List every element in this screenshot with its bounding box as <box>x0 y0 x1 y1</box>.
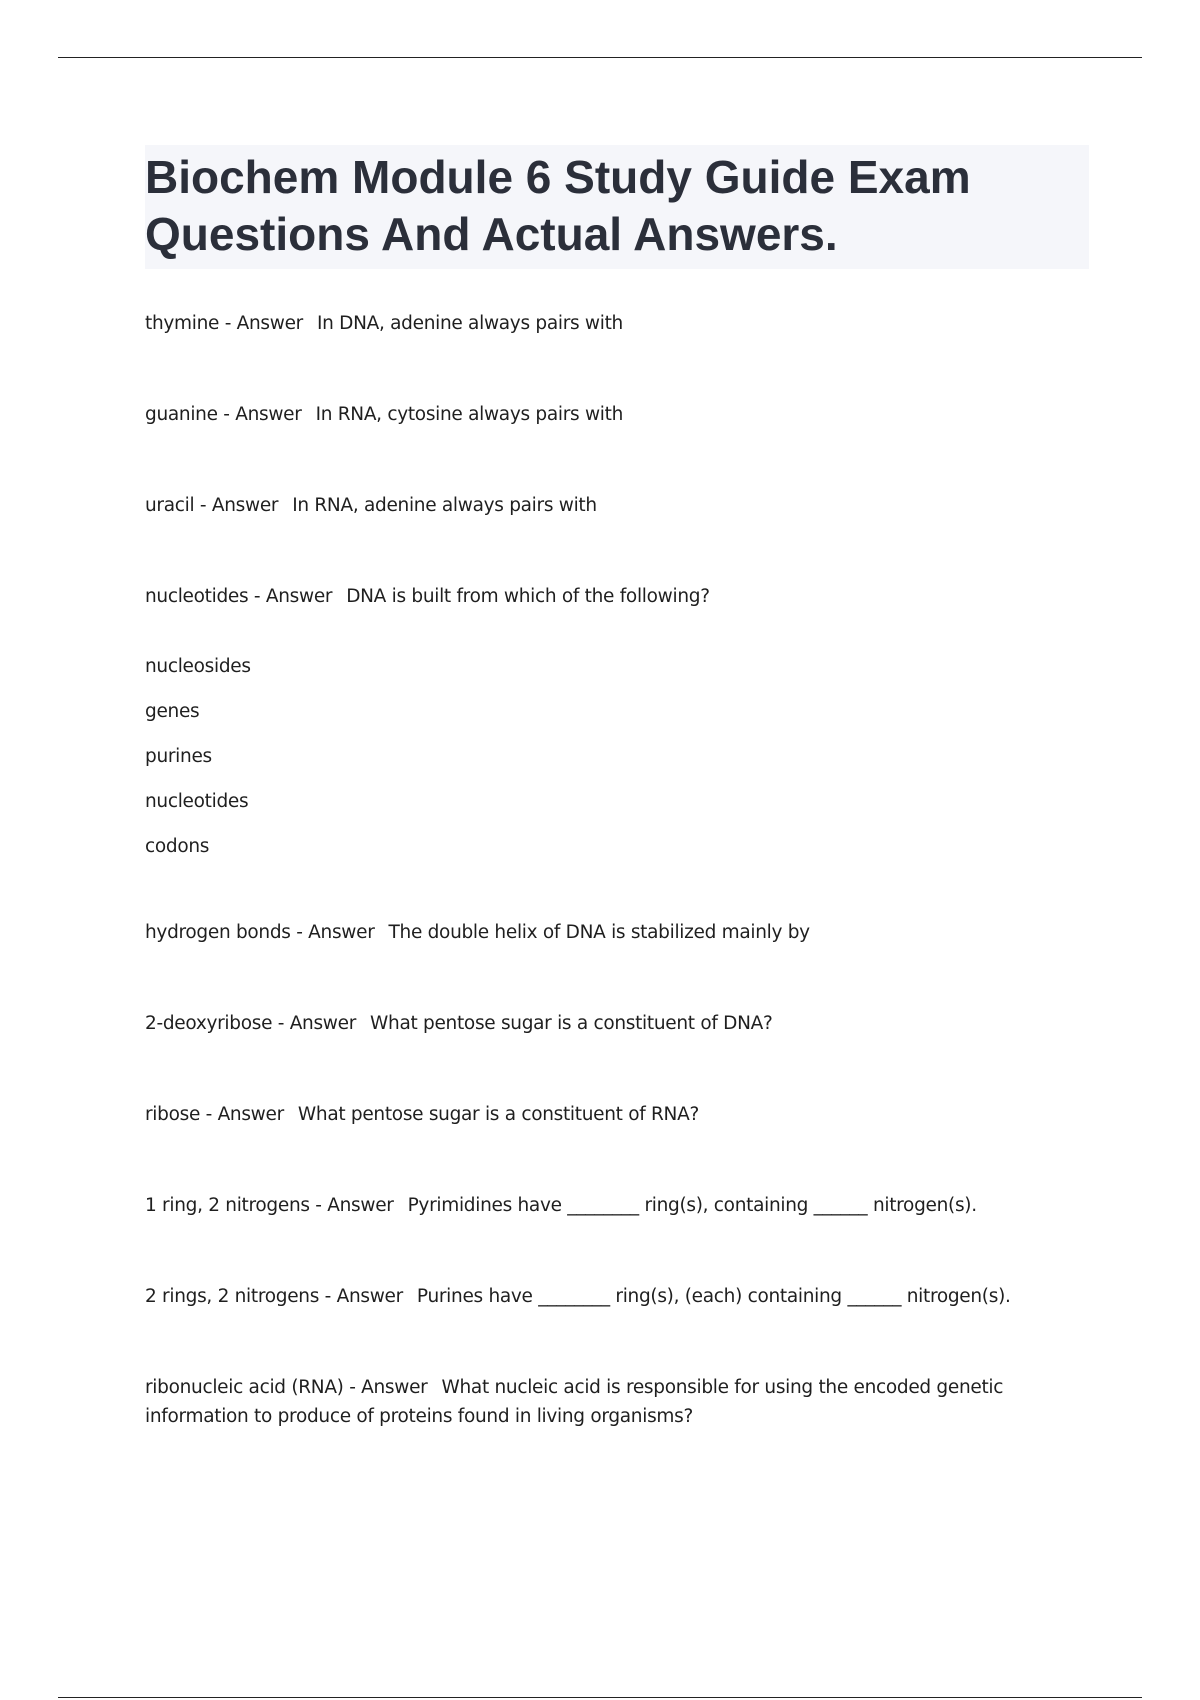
document-page <box>145 145 1089 1493</box>
answer-separator: - Answer <box>272 1013 357 1034</box>
answer-separator: - Answer <box>309 1195 394 1216</box>
answer-text: guanine <box>145 404 218 425</box>
answer-text: thymine <box>145 313 220 334</box>
question-text: What pentose sugar is a constituent of RNA? <box>297 1104 699 1125</box>
qa-item <box>145 1191 1089 1220</box>
answer-separator: - Answer <box>200 1104 284 1125</box>
document-title <box>145 149 1083 263</box>
qa-item <box>145 400 1089 429</box>
option-item: nucleotides <box>145 791 249 812</box>
question-text: Pyrimidines have ________ ring(s), containing ______ nitrogen(s). <box>407 1195 977 1216</box>
question-text: DNA is built from which of the following? <box>346 586 710 607</box>
answer-separator: - Answer <box>194 495 279 516</box>
answer-text: 2 rings, 2 nitrogens <box>145 1286 320 1307</box>
footer-rule <box>58 1697 1142 1698</box>
answer-text: ribonucleic acid (RNA) <box>145 1377 344 1398</box>
qa-item <box>145 1282 1089 1311</box>
answer-text: ribose <box>145 1104 201 1125</box>
question-text: In RNA, cytosine always pairs with <box>315 404 623 425</box>
answer-text: nucleotides <box>145 586 249 607</box>
answer-text: 2-deoxyribose <box>145 1013 273 1034</box>
option-item: purines <box>145 746 212 767</box>
question-text: What nucleic acid is responsible for using the encoded genetic information to produce of proteins found in living organisms? <box>145 1377 1004 1427</box>
question-text: Purines have ________ ring(s), (each) containing ______ nitrogen(s). <box>416 1286 1011 1307</box>
answer-separator: - Answer <box>219 313 303 334</box>
option-item: genes <box>145 701 200 722</box>
header-rule <box>58 57 1142 58</box>
answer-separator: - Answer <box>290 922 375 943</box>
answer-text: hydrogen bonds <box>145 922 291 943</box>
qa-item <box>145 1009 1089 1038</box>
qa-item <box>145 309 1089 338</box>
option-item: codons <box>145 836 210 857</box>
qa-item <box>145 491 1089 520</box>
title-line-2: Questions And Actual Answers. <box>145 208 838 260</box>
question-text: What pentose sugar is a constituent of DNA? <box>370 1013 773 1034</box>
answer-separator: - Answer <box>343 1377 428 1398</box>
answer-text: uracil <box>145 495 195 516</box>
answer-options <box>145 644 1089 869</box>
qa-item <box>145 918 1089 947</box>
question-text: In DNA, adenine always pairs with <box>316 313 623 334</box>
question-text: The double helix of DNA is stabilized mainly by <box>388 922 810 943</box>
qa-item <box>145 1373 1089 1431</box>
question-text: In RNA, adenine always pairs with <box>292 495 597 516</box>
qa-list <box>145 309 1089 1431</box>
qa-item <box>145 582 1089 611</box>
answer-separator: - Answer <box>319 1286 403 1307</box>
title-block <box>145 145 1089 269</box>
option-item: nucleosides <box>145 656 251 677</box>
answer-separator: - Answer <box>217 404 302 425</box>
title-line-1: Biochem Module 6 Study Guide Exam <box>145 151 971 203</box>
answer-text: 1 ring, 2 nitrogens <box>145 1195 310 1216</box>
answer-separator: - Answer <box>248 586 333 607</box>
qa-item <box>145 1100 1089 1129</box>
